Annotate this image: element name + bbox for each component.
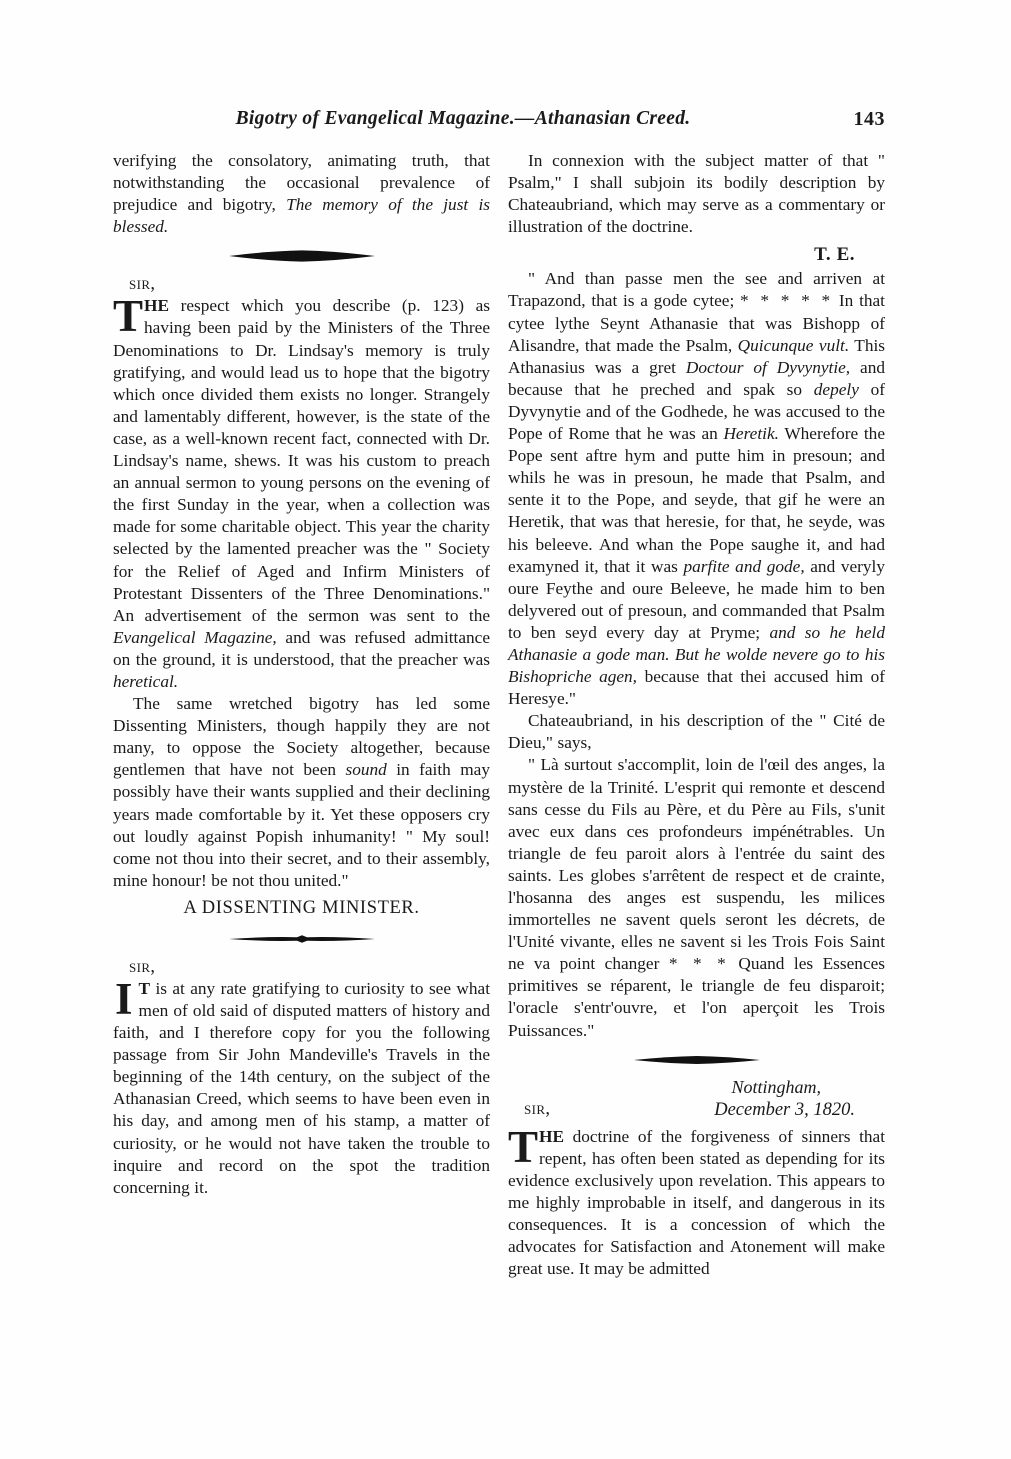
left-column [113,150,490,1280]
quote-italic-3: depely [813,379,859,399]
quote-part-4: and because that he preched and spak so [508,357,885,399]
letter-one-paragraph-2 [113,693,490,892]
quote-italic-4: Heretik. [723,424,779,444]
quote-part-2: In that cytee lythe Seynt Athanasie that was Bishopp of Alisandre, that made the Psalm, [508,291,885,355]
continued-text-before: verifying the consolatory, animating truth, that notwithstanding the occasional prevalence of prejudice and bigotry, [113,151,490,215]
ornament-divider-3 [508,1049,885,1071]
quote-part-1: " And than passe men the see and arriven at Trapazond, that is a gode cytee; [508,269,885,311]
continued-text-italic: The memory of the just is blessed. [113,195,490,237]
letter-one-body-1: respect which you describe (p. 123) as having been paid by the Ministers of the Three Denominations to Dr. Lindsay's memory is truly gratifying, and would lead us to hope that the bigotry which once divided them exists no longer. Strangely and lamentably different, however, is the state of the case, as a well-known recent fact, connected with Dr. Lindsay's name, shews. It was his custom to preach an annual sermon to young persons on the evening of the first Sunday in the year, when a collection was made for some charitable object. This year the charity selected by the lamented preacher was the " Society for the Relief of Aged and Infirm Ministers of Protestant Dissenters of the Three Denominations." An advertisement of the sermon was sent to the [113,296,490,625]
drop-cap-letter: I [115,973,133,1024]
signature-te: T. E. [814,244,855,266]
asterisk-ellipsis-1: * * * * * [740,291,834,311]
asterisk-ellipsis-2: * * * [668,954,729,974]
letter-three-body: doctrine of the forgiveness of sinners that repent, has often been stated as depending for its evidence exclusively upon revelation. This appears to me highly improbable in itself, and dangerous in its consequences. It is a concession of which the advocates for Satisfaction and Atonement will make great use. It may be admitted [508,1126,885,1279]
letter-one-paragraph-1 [113,291,491,693]
two-column-body [113,150,885,1280]
quote-italic-1: Quicunque vult. [737,335,850,355]
letter-three-salutation [524,1099,550,1120]
salutation-text: sir, [129,956,156,977]
ornament-divider-1 [113,245,490,267]
letter-one-p2-b: in faith may possibly have their wants supplied and their declining years made comfortable by it. Yet these opposers cry out loudly against Popish inhumanity! " My soul! come not thou into their secret, and to their assembly, mine honour! be not thou united." [113,760,490,890]
opening-paragraph: In connexion with the subject matter of that " Psalm," I shall subjoin its bodily description by Chateaubriand, which may serve as a commentary or illustration of the doctrine. [508,151,885,237]
running-head-title: Bigotry of Evangelical Magazine.—Athanasian Creed. [235,108,691,129]
quote-part-8: because that thei accused him of Heresye." [508,667,885,709]
letter-one-salutation [113,273,490,295]
running-head [113,108,885,136]
quote-part-3: This Athanasius was a gret [508,335,885,377]
quote-part-5: of Dyvynytie and of the Godhede, he was accused to the Pope of Rome that he was an [508,379,885,444]
quote-italic-2: Doctour of Dyvynytie, [685,357,851,377]
mandeville-quotation [508,268,885,710]
quote-italic-6: and so he held Athanasie a gode man. But he wolde nevere go to his Bishopriche agen, [508,622,885,687]
chateaubriand-intro: Chateaubriand, in his description of the " Cité de Dieu," says, [508,711,885,753]
drop-cap-rest: T [138,978,151,998]
drop-cap-rest: HE [539,1126,564,1146]
letter-two-salutation [113,956,490,978]
letter-one-p2-a: The same wretched bigotry has led some Dissenting Ministers, though happily they are not many, to oppose the Society altogether, because gentlemen that have not been [113,694,490,780]
letter-one-body-2: and was refused admittance on the ground, it is understood, that the preacher was [113,627,491,669]
quote-part-7: and veryly oure Feythe and oure Beleeve, he made him to ben delyvered out of presoun, and commanded that Psalm to ben seyd every day at Pryme; [508,556,885,642]
dateline-place: Nottingham, [731,1076,821,1097]
french-quotation [508,754,885,1041]
letter-two-paragraph-1 [113,973,490,1199]
letter-two-body: is at any rate gratifying to curiosity to see what men of old said of disputed matters of history and faith, and I therefore copy for you the following passage from Sir John Mandeville's Travels in the beginning of the 14th century, on the subject of the Athanasian Creed, which seems to have been even in his day, and among men of his stamp, a matter of curiosity, or he would not have taken the trouble to inquire and record on the spot the tradition concerning it. [113,978,490,1197]
salutation-text: sir, [129,274,156,295]
page-number: 143 [853,108,885,130]
quote-italic-5: parfite and gode, [683,556,805,576]
continued-paragraph [113,150,490,238]
salutation-text: sir, [524,1098,551,1119]
french-part-1: " Là surtout s'accomplit, loin de l'œil des anges, la mystère de la Trinité. L'esprit qui remonte et descend sans cesse du Fils au Père, et du Père au Fils, s'unit avec eux dans ces profondeurs impénétrables. Un triangle de feu paroit alors à l'entrée du saint des saints. Les globes s'arrêtent de respect et de crainte, l'hosanna des anges est suspendu, les milices immortelles ne savent quels seront les décrets, de l'Unité vivante, elles ne savent si les Trois Fois Saint ne va point changer [508,755,885,974]
drop-cap-letter: T [113,291,144,342]
letter-one-italic-2: heretical. [113,671,179,691]
french-part-2: Quand les Essences primitives se réparent, le triangle de feu disparoit; l'oracle s'entr'ouvre, et l'on aperçoit les Trois Puissances." [508,954,886,1040]
drop-cap-rest: HE [144,296,169,316]
letter-one-italic-1: Evangelical Magazine, [113,627,277,647]
letter-one-p2-italic: sound [345,760,387,780]
letter-three-dateline [508,1076,885,1126]
letter-three-paragraph [508,1121,885,1281]
ornament-divider-2 [113,928,490,950]
letter-one-signature: A DISSENTING MINISTER. [183,897,420,918]
drop-cap-letter: T [508,1121,539,1172]
quote-part-6: Wherefore the Pope sent aftre hym and putte him in presoun; and whils he was in presoun, he made that Psalm, and sente it to the Pope, and seyde, that gif he were an Heretik, that was that heresie, for that, he seyde, was his beleeve. And whan the Pope saughe it, and had examyned it, that it was [508,424,885,576]
right-column [508,150,885,1280]
dateline-date: December 3, 1820. [714,1099,855,1120]
